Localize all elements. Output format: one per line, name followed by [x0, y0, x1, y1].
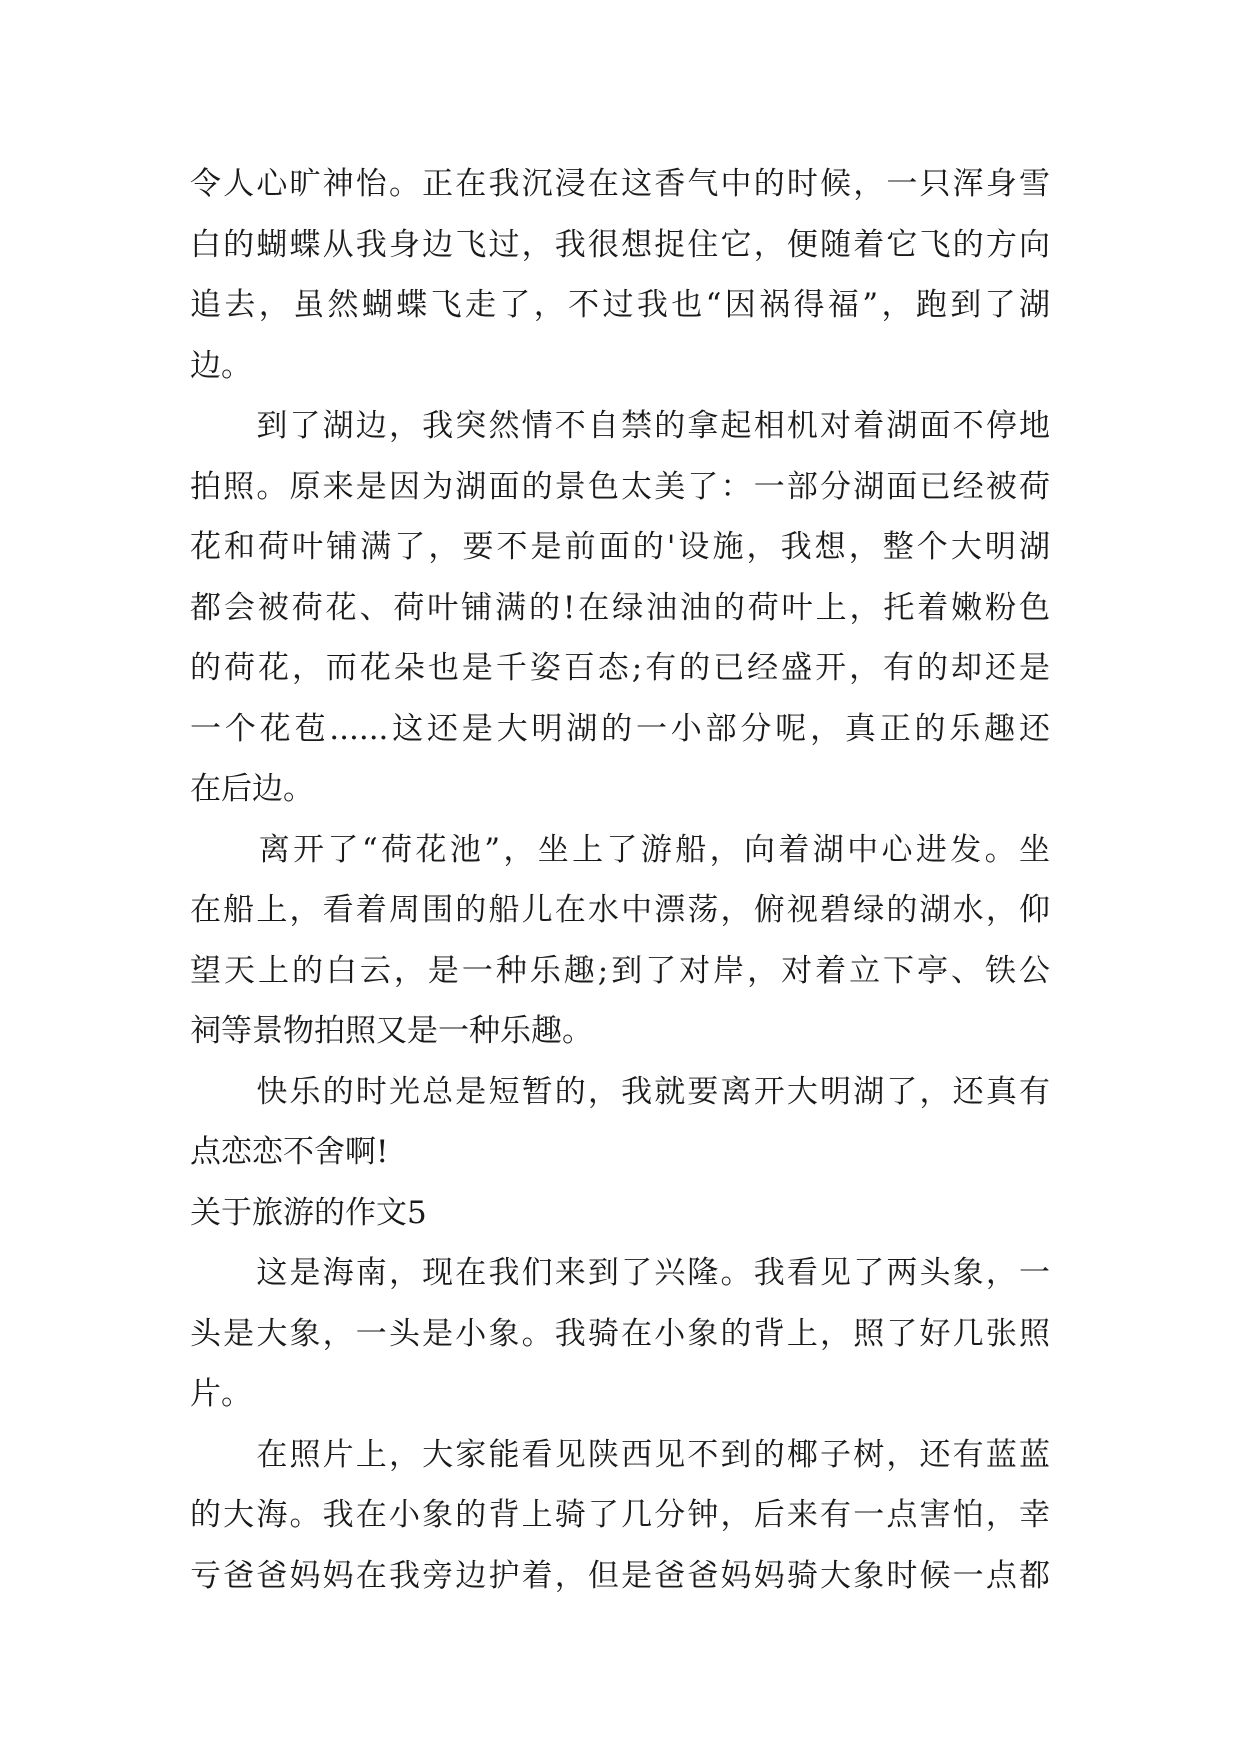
text-line: 花和荷叶铺满了，要不是前面的'设施，我想，整个大明湖: [190, 529, 1050, 565]
text-line: 的荷花，而花朵也是千姿百态;有的已经盛开，有的却还是: [190, 650, 1050, 686]
text-line: 片。: [190, 1376, 252, 1412]
text-line: 在后边。: [190, 771, 314, 807]
text-line: 亏爸爸妈妈在我旁边护着，但是爸爸妈妈骑大象时候一点都: [190, 1558, 1050, 1594]
text-line: 在照片上，大家能看见陕西见不到的椰子树，还有蓝蓝: [190, 1437, 1050, 1473]
text-line: 到了湖边，我突然情不自禁的拿起相机对着湖面不停地: [190, 408, 1050, 444]
text-line: 一个花苞......这还是大明湖的一小部分呢，真正的乐趣还: [190, 711, 1050, 747]
text-line: 拍照。原来是因为湖面的景色太美了：一部分湖面已经被荷: [190, 469, 1050, 505]
text-line: 离开了“荷花池”，坐上了游船，向着湖中心进发。坐: [190, 832, 1050, 868]
text-line: 在船上，看着周围的船儿在水中漂荡，俯视碧绿的湖水，仰: [190, 892, 1050, 928]
text-line: 头是大象，一头是小象。我骑在小象的背上，照了好几张照: [190, 1316, 1050, 1352]
text-line: 望天上的白云，是一种乐趣;到了对岸，对着立下亭、铁公: [190, 953, 1050, 989]
text-line: 这是海南，现在我们来到了兴隆。我看见了两头象，一: [190, 1255, 1050, 1291]
text-line: 祠等景物拍照又是一种乐趣。: [190, 1013, 593, 1049]
text-line: 边。: [190, 348, 252, 384]
text-line: 白的蝴蝶从我身边飞过，我很想捉住它，便随着它飞的方向: [190, 227, 1050, 263]
section-heading: 关于旅游的作文5: [190, 1195, 427, 1231]
text-line: 都会被荷花、荷叶铺满的!在绿油油的荷叶上，托着嫩粉色: [190, 590, 1050, 626]
text-line: 的大海。我在小象的背上骑了几分钟，后来有一点害怕，幸: [190, 1497, 1050, 1533]
text-line: 点恋恋不舍啊!: [190, 1134, 389, 1170]
text-line: 追去，虽然蝴蝶飞走了，不过我也“因祸得福”，跑到了湖: [190, 287, 1050, 323]
text-line: 令人心旷神怡。正在我沉浸在这香气中的时候，一只浑身雪: [190, 166, 1050, 202]
text-line: 快乐的时光总是短暂的，我就要离开大明湖了，还真有: [190, 1074, 1050, 1110]
